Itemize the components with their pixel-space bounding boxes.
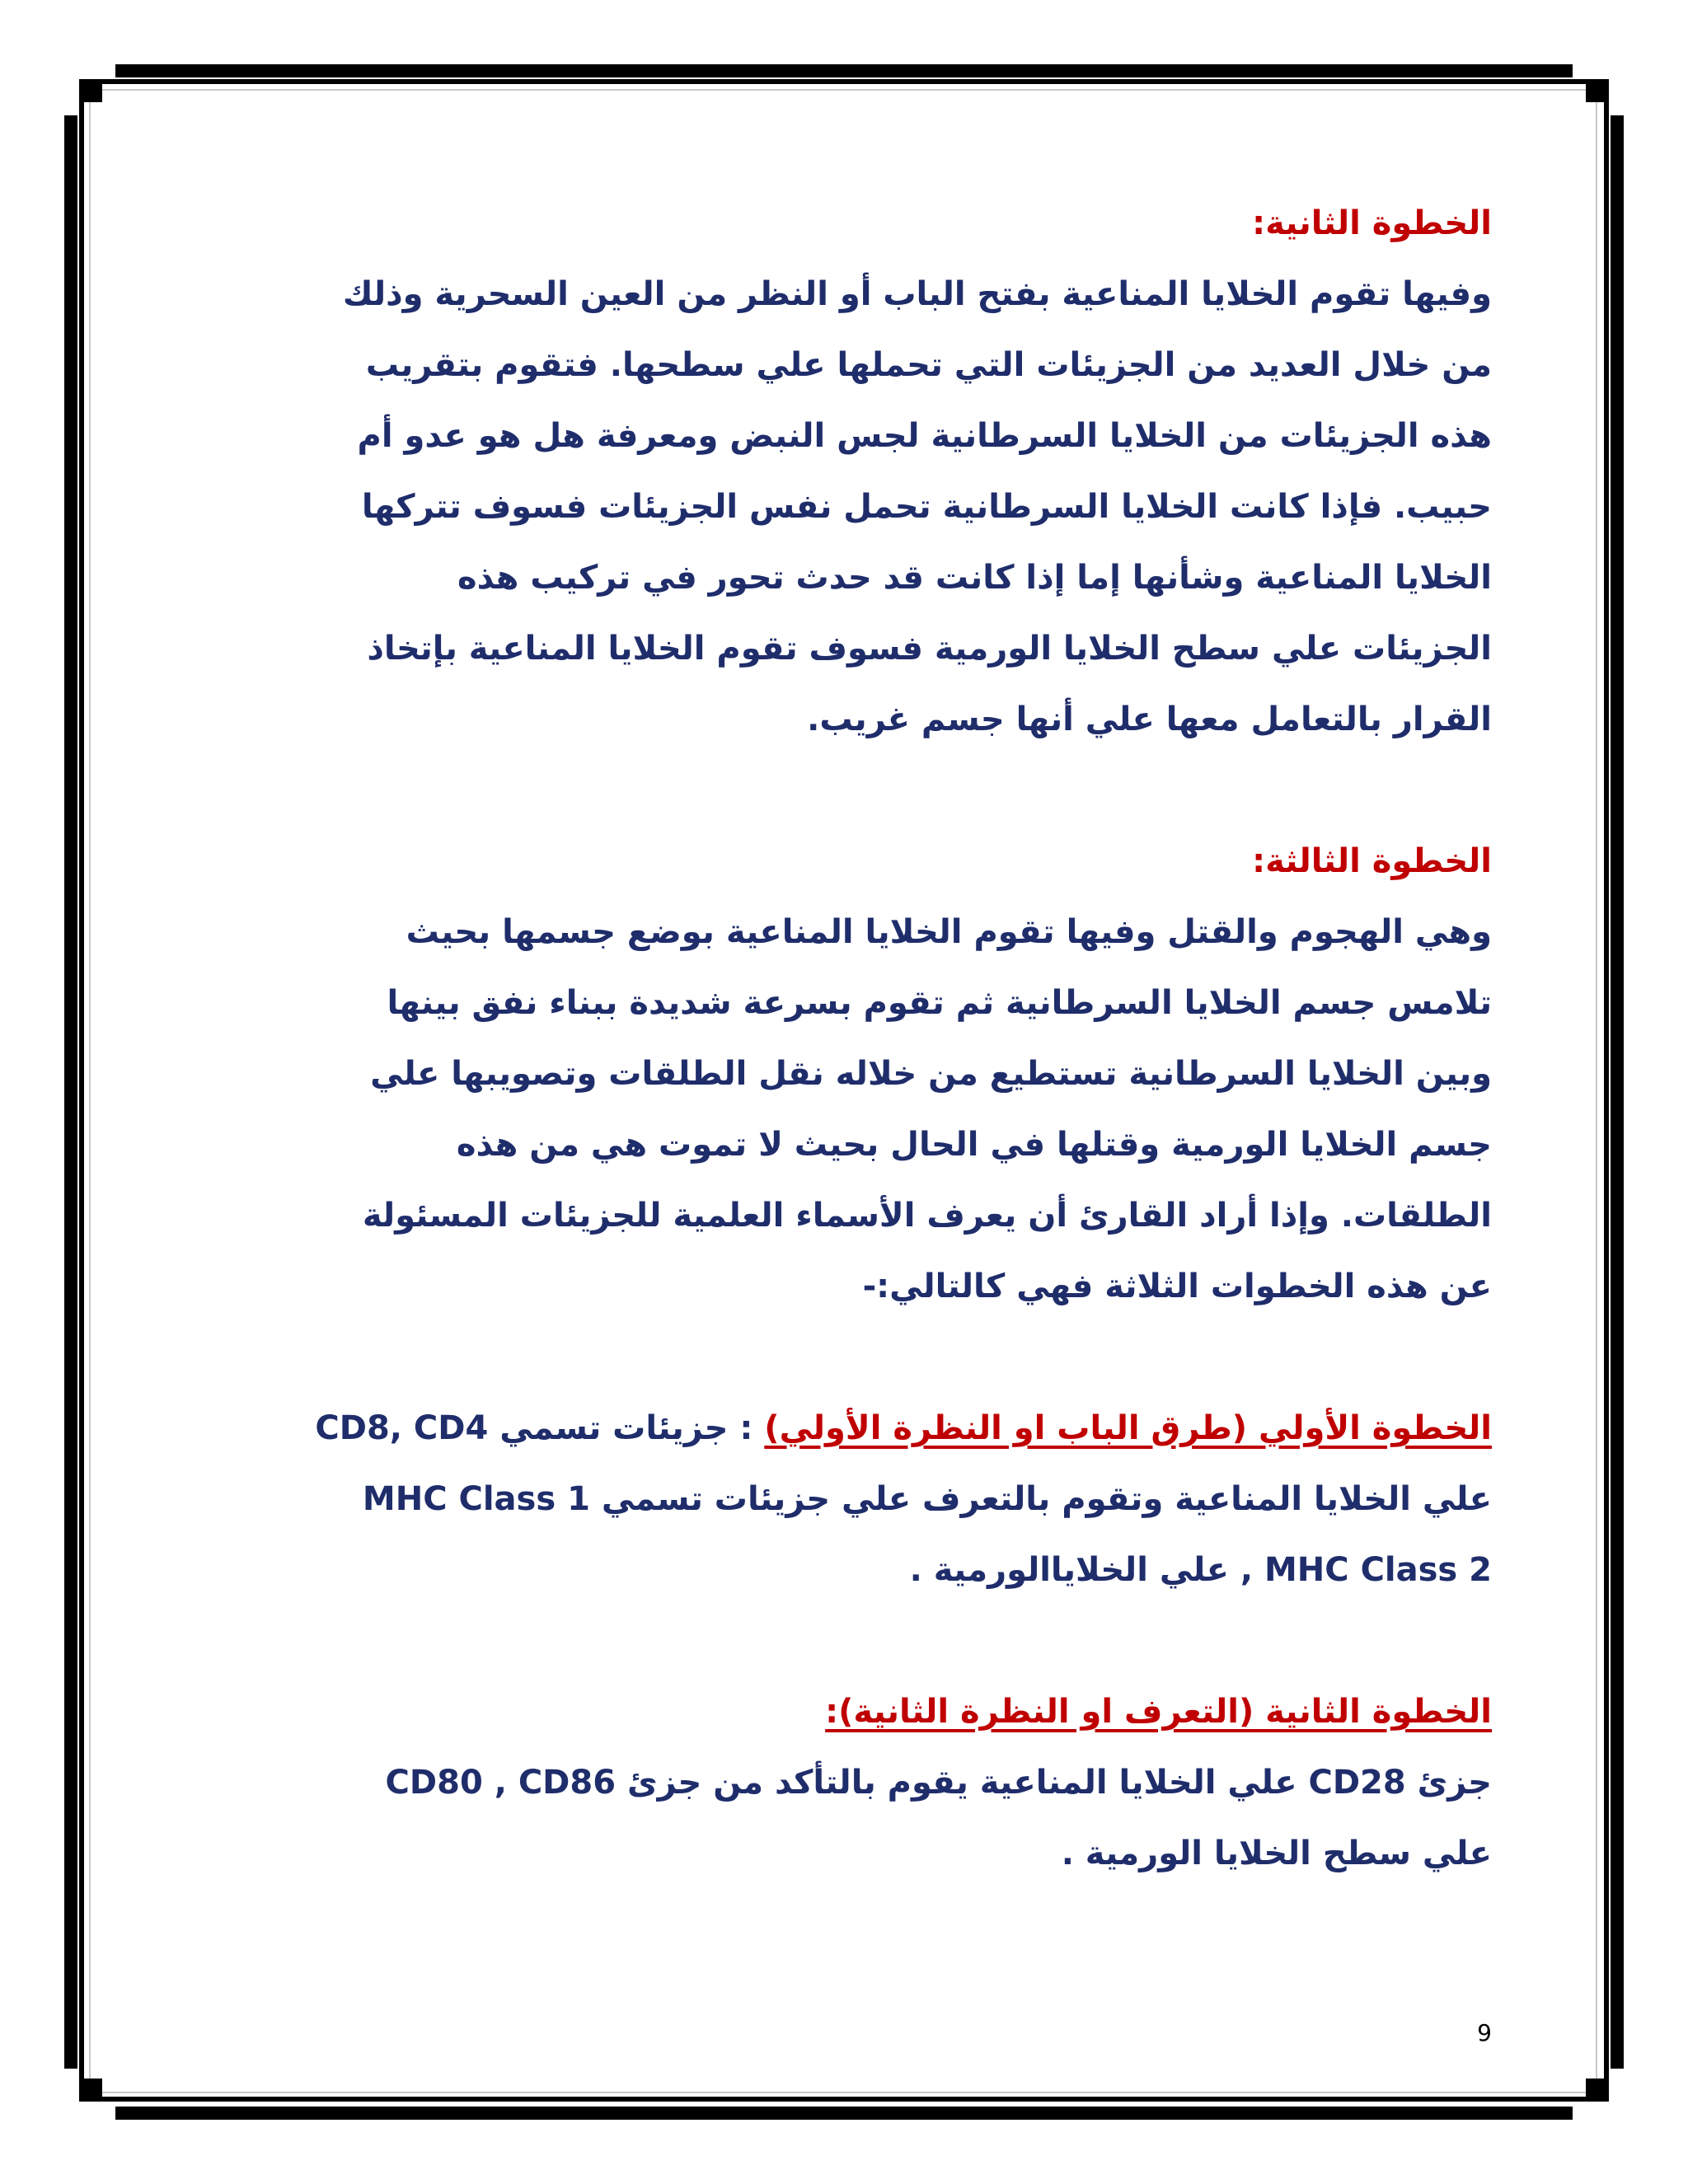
text-line: وفيها تقوم الخلايا المناعية بفتح الباب أو النظر من العين السحرية وذلك bbox=[342, 275, 1492, 313]
first-step-heading-line bbox=[206, 1393, 1492, 1464]
text-line: هذه الجزيئات من الخلايا السرطانية لجس النبض ومعرفة هل هو عدو أم bbox=[357, 417, 1492, 455]
step2-paragraph bbox=[206, 259, 1492, 755]
first-step-heading-tail: : جزيئات تسمي CD8, CD4 bbox=[315, 1409, 765, 1447]
border-corner bbox=[1586, 2079, 1609, 2102]
page-number: 9 bbox=[1477, 2019, 1492, 2046]
border-corner bbox=[79, 79, 102, 102]
text-line: القرار بالتعامل معها علي أنها جسم غريب. bbox=[807, 701, 1492, 738]
border-right bbox=[1611, 115, 1624, 2069]
first-step-heading: الخطوة الأولي (طرق الباب او النظرة الأولي) bbox=[764, 1409, 1492, 1447]
border-left-inner bbox=[79, 79, 84, 2102]
border-bottom-inner bbox=[79, 2097, 1609, 2102]
step2-heading: الخطوة الثانية: bbox=[1252, 204, 1492, 242]
second-step-paragraph bbox=[206, 1676, 1492, 1889]
text-line: الجزيئات علي سطح الخلايا الورمية فسوف تقوم الخلايا المناعية بإتخاذ bbox=[367, 630, 1492, 668]
text-line: الطلقات. وإذا أراد القارئ أن يعرف الأسماء العلمية للجزيئات المسئولة bbox=[362, 1197, 1492, 1235]
text-line: عن هذه الخطوات الثلاثة فهي كالتالي:- bbox=[862, 1268, 1492, 1305]
border-left bbox=[64, 115, 77, 2069]
border-top-inner bbox=[79, 79, 1609, 84]
border-right-inner bbox=[1604, 79, 1609, 2102]
first-step-paragraph bbox=[206, 1393, 1492, 1605]
text-line: جزئ CD28 علي الخلايا المناعية يقوم بالتأكد من جزئ CD80 , CD86 bbox=[385, 1764, 1492, 1802]
text-line: تلامس جسم الخلايا السرطانية ثم تقوم بسرعة شديدة ببناء نفق بينها bbox=[387, 984, 1492, 1022]
text-line: حبيب. فإذا كانت الخلايا السرطانية تحمل نفس الجزيئات فسوف تتركها bbox=[361, 488, 1492, 526]
border-bottom bbox=[115, 2107, 1573, 2120]
page-content bbox=[206, 188, 1492, 1889]
text-line: MHC Class 2 , علي الخلاياالورمية . bbox=[909, 1551, 1492, 1589]
step3-heading: الخطوة الثالثة: bbox=[1252, 842, 1492, 880]
text-line: علي سطح الخلايا الورمية . bbox=[1061, 1835, 1492, 1872]
text-line: علي الخلايا المناعية وتقوم بالتعرف علي جزيئات تسمي MHC Class 1 bbox=[362, 1480, 1492, 1518]
step3-paragraph bbox=[206, 897, 1492, 1322]
text-line: الخلايا المناعية وشأنها إما إذا كانت قد حدث تحور في تركيب هذه bbox=[457, 559, 1492, 597]
text-line: وهي الهجوم والقتل وفيها تقوم الخلايا المناعية بوضع جسمها بحيث bbox=[406, 913, 1492, 951]
border-corner bbox=[1586, 79, 1609, 102]
text-line: من خلال العديد من الجزيئات التي تحملها علي سطحها. فتقوم بتقريب bbox=[365, 346, 1492, 384]
second-step-heading: الخطوة الثانية (التعرف او النظرة الثانية): bbox=[825, 1693, 1492, 1731]
border-corner bbox=[79, 2079, 102, 2102]
text-line: وبين الخلايا السرطانية تستطيع من خلاله نقل الطلقات وتصويبها علي bbox=[370, 1055, 1492, 1093]
border-top bbox=[115, 64, 1573, 77]
text-line: جسم الخلايا الورمية وقتلها في الحال بحيث لا تموت هي من هذه bbox=[456, 1126, 1492, 1164]
